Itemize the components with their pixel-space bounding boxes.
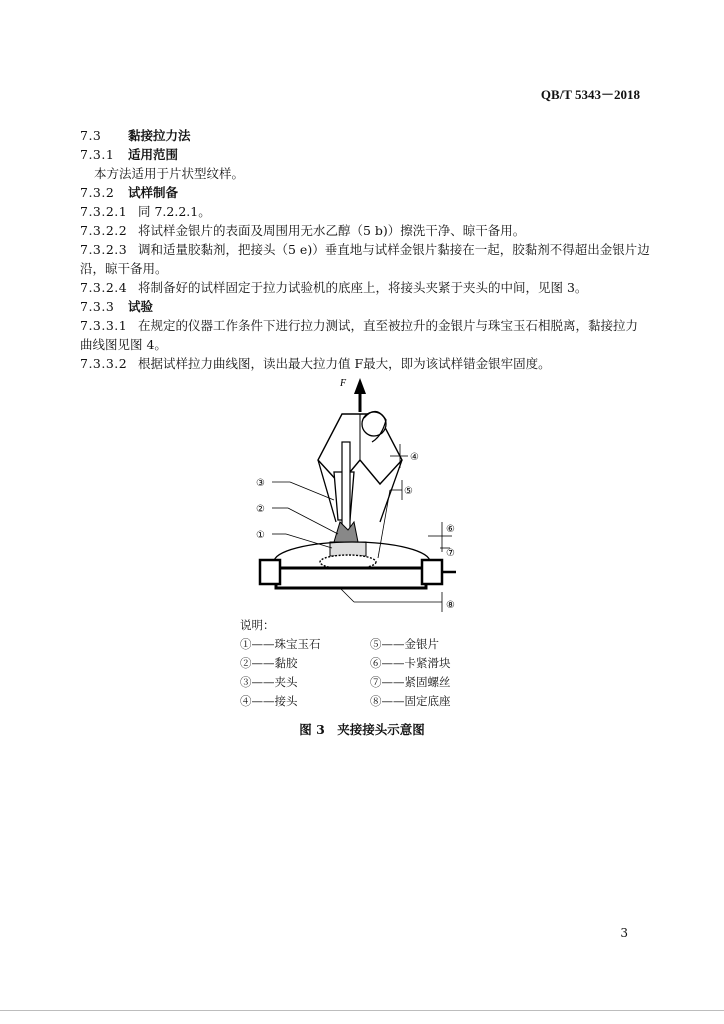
bottom-rule	[0, 1010, 724, 1011]
legend-item: ⑥——卡紧滑块	[370, 656, 451, 670]
section-line: 本方法适用于片状型纹样。	[94, 166, 245, 181]
section-line: 7.3 黏接拉力法	[80, 128, 191, 143]
section-line: 7.3.2.3 调和适量胶黏剂，把接头（5 e)）垂直地与试样金银片黏接在一起，胶黏剂不得超出金银片边	[80, 242, 650, 257]
section-line: 7.3.3 试验	[80, 299, 154, 314]
left-slider	[260, 560, 280, 584]
section-line: 曲线图见图 4。	[80, 337, 167, 352]
callout-7: ⑦	[446, 548, 455, 559]
clamp-joint-diagram	[230, 372, 500, 632]
section-line: 7.3.2.1 同 7.2.2.1。	[80, 204, 211, 219]
document-id: QB/T 5343－2018	[540, 87, 640, 102]
legend-row	[240, 635, 500, 654]
force-arrow-head	[354, 378, 366, 394]
section-line: 7.3.2.2 将试样金银片的表面及周围用无水乙醇（5 b)）擦洗干净、晾干备用。	[80, 223, 526, 238]
diagram-svg	[230, 372, 500, 632]
legend-item: ④——接头	[240, 694, 298, 708]
section-line: 7.3.1 适用范围	[80, 147, 179, 162]
joint-rod	[342, 442, 350, 532]
legend-row	[240, 692, 500, 711]
legend-title: 说明：	[240, 618, 275, 632]
callout-2: ②	[256, 504, 265, 515]
legend-row	[240, 673, 500, 692]
force-label: F	[340, 378, 347, 389]
legend-item: ⑤——金银片	[370, 637, 439, 651]
figure-legend	[240, 616, 500, 711]
fixed-base	[276, 568, 426, 588]
callout-5: ⑤	[404, 486, 413, 497]
callout-1: ①	[256, 530, 265, 541]
legend-item: ⑦——紧固螺丝	[370, 675, 451, 689]
callout-4: ④	[410, 452, 419, 463]
legend-item: ⑧——固定底座	[370, 694, 451, 708]
section-line: 7.3.3.1 在规定的仪器工作条件下进行拉力测试，直至被拉升的金银片与珠宝玉石相脱离，黏接拉力	[80, 318, 639, 333]
section-line: 沿，晾干备用。	[80, 261, 168, 276]
legend-item: ①——珠宝玉石	[240, 637, 321, 651]
gem-specimen	[330, 542, 366, 556]
right-slider	[422, 560, 442, 584]
clamp-arm-right	[380, 460, 402, 522]
legend-row	[240, 654, 500, 673]
legend-item: ②——黏胶	[240, 656, 298, 670]
legend-item: ③——夹头	[240, 675, 298, 689]
callout-8: ⑧	[446, 600, 455, 611]
section-line: 7.3.2 试样制备	[80, 185, 179, 200]
figure-caption: 图 3 夹接接头示意图	[299, 722, 425, 737]
callout-3: ③	[256, 478, 265, 489]
page-number: 3	[620, 926, 628, 940]
section-line: 7.3.3.2 根据试样拉力曲线图，读出最大拉力值 F最大，即为该试样错金银牢固度。	[80, 356, 551, 371]
section-line: 7.3.2.4 将制备好的试样固定于拉力试验机的底座上，将接头夹紧于夹头的中间，见图 3。	[80, 280, 588, 295]
callout-6: ⑥	[446, 524, 455, 535]
